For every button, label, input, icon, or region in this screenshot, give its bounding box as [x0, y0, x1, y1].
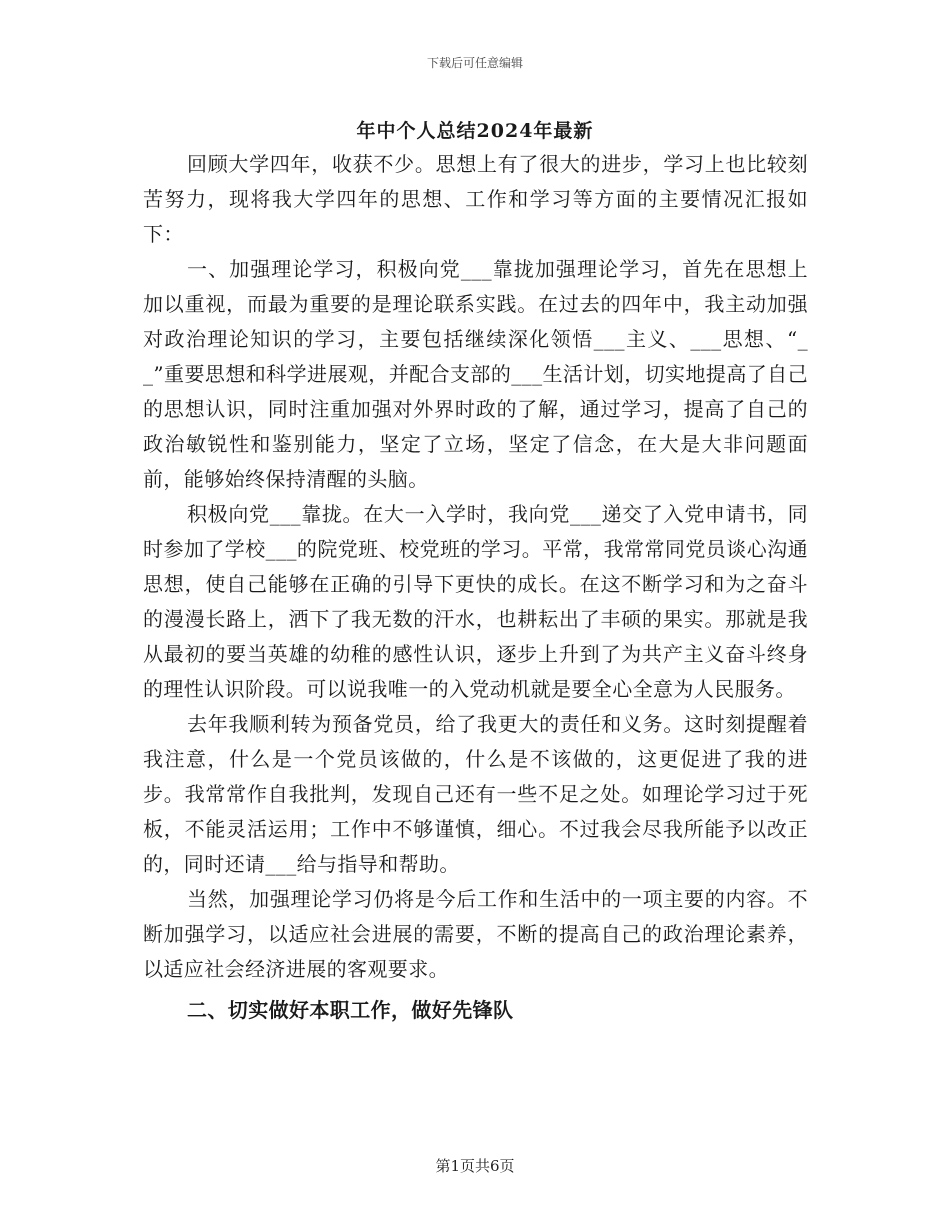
download-editable-note: 下载后可任意编辑: [426, 56, 523, 70]
document-body: [143, 147, 808, 1028]
page-number: 第1页共6页: [435, 1157, 515, 1175]
paragraph-probationary-member: 去年我顺利转为预备党员，给了我更大的责任和义务。这时刻提醒着我注意，什么是一个党员该做的，什么是不该做的，这更促进了我的进步。我常常作自我批判，发现自己还有一些不足之处。如理论学习过于死板，不能灵活运用；工作中不够谨慎，细心。不过我会尽我所能予以改正的，同时还请___给与指导和帮助。: [143, 712, 808, 876]
section-heading-two: 二、切实做好本职工作，做好先锋队: [187, 998, 514, 1022]
paragraph-continued-study: 当然，加强理论学习仍将是今后工作和生活中的一项主要的内容。不断加强学习，以适应社会进展的需要，不断的提高自己的政治理论素养，以适应社会经济进展的客观要求。: [143, 887, 808, 981]
document-title: 年中个人总结2024年最新: [356, 120, 594, 142]
paragraph-theory-study: 一、加强理论学习，积极向党___靠拢加强理论学习，首先在思想上加以重视，而最为重要的是理论联系实践。在过去的四年中，我主动加强对政治理论知识的学习，主要包括继续深化领悟___主义、___思想、“__”重要思想和科学进展观，并配合支部的___生活计划，切实地提高了自己的思想认识，同时注重加强对外界时政的了解，通过学习，提高了自己的政治敏锐性和鉴别能力，坚定了立场，坚定了信念，在大是大非问题面前，能够始终保持清醒的头脑。: [143, 257, 808, 491]
paragraph-party-approach: 积极向党___靠拢。在大一入学时，我向党___递交了入党申请书，同时参加了学校___的院党班、校党班的学习。平常，我常常同党员谈心沟通思想，使自己能够在正确的引导下更快的成长。在这不断学习和为之奋斗的漫漫长路上，洒下了我无数的汗水，也耕耘出了丰硕的果实。那就是我从最初的要当英雄的幼稚的感性认识，逐步上升到了为共产主义奋斗终身的理性认识阶段。可以说我唯一的入党动机就是要全心全意为人民服务。: [143, 502, 808, 701]
paragraph-intro: 回顾大学四年，收获不少。思想上有了很大的进步，学习上也比较刻苦努力，现将我大学四年的思想、工作和学习等方面的主要情况汇报如下：: [143, 152, 808, 246]
